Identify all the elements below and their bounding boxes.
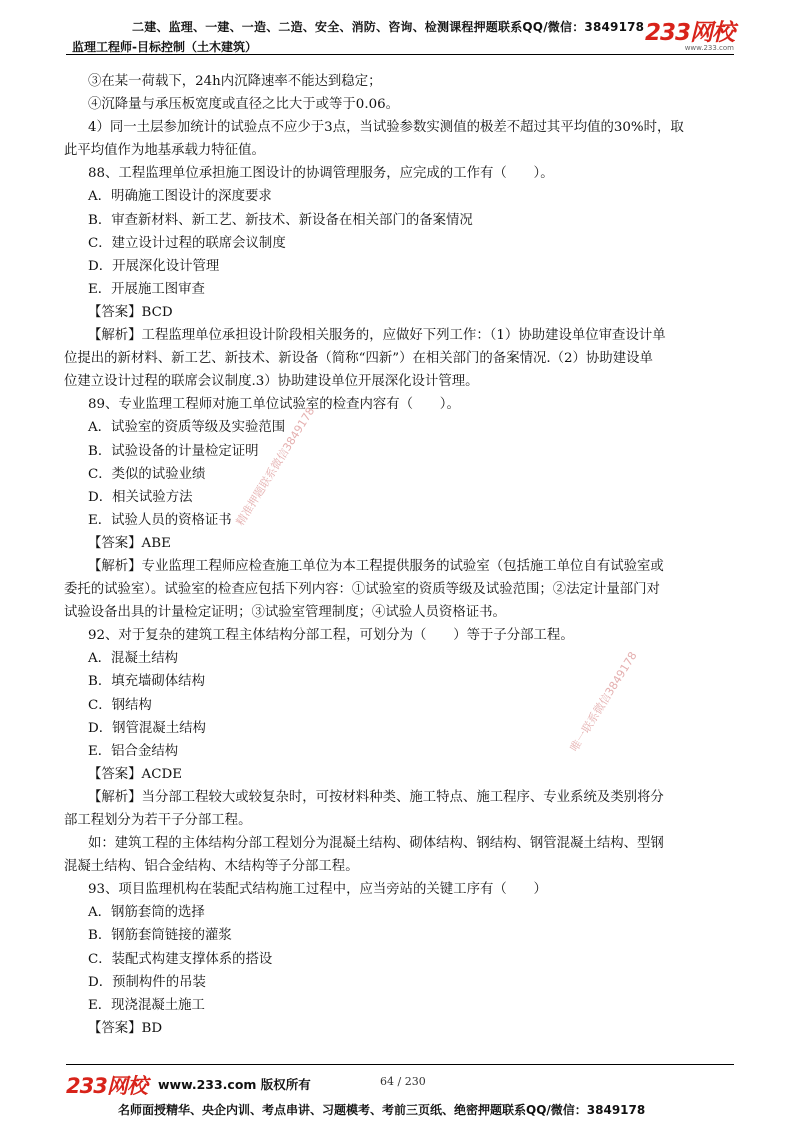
text-line: B．审查新材料、新工艺、新技术、新设备在相关部门的备案情况 [88, 212, 473, 228]
text-line: 试验设备出具的计量检定证明；③试验室管理制度；④试验人员资格证书。 [64, 605, 506, 621]
text-line: 【解析】当分部工程较大或较复杂时，可按材料种类、施工特点、施工程序、专业系统及类别将分 [88, 789, 664, 805]
text-line: E．试验人员的资格证书 [88, 512, 232, 528]
text-line: 【答案】ABE [88, 535, 171, 551]
text-line: 【解析】专业监理工程师应检查施工单位为本工程提供服务的试验室（包括施工单位自有试验室或 [88, 558, 664, 574]
footer-divider [66, 1064, 734, 1065]
header-promo-text: 二建、监理、一建、一造、二造、安全、消防、咨询、检测课程押题联系QQ/微信：3849178 [132, 20, 645, 34]
text-line: 【答案】ACDE [88, 766, 182, 782]
text-line: C．建立设计过程的联席会议制度 [88, 235, 286, 251]
text-line: 93、项目监理机构在装配式结构施工过程中，应当旁站的关键工序有（ ） [88, 882, 547, 898]
header-doc-title: 监理工程师-目标控制（土木建筑） [72, 40, 257, 54]
header-divider [66, 54, 734, 55]
text-line: A．钢筋套筒的选择 [88, 905, 205, 921]
watermark-2: 唯一联系微信3849178 [567, 649, 640, 754]
text-line: E．铝合金结构 [88, 743, 179, 759]
text-line: D．预制构件的吊装 [88, 974, 206, 990]
text-line: D．钢管混凝土结构 [88, 720, 206, 736]
text-line: D．相关试验方法 [88, 489, 193, 505]
text-line: A．试验室的资质等级及实验范围 [88, 420, 286, 436]
footer-promo-text: 名师面授精华、央企内训、考点串讲、习题模考、考前三页纸、绝密押题联系QQ/微信：3849178 [118, 1103, 646, 1117]
text-line: D．开展深化设计管理 [88, 258, 220, 274]
page-number: 64 / 230 [380, 1075, 426, 1088]
footer-logo: 233网校 [66, 1074, 147, 1098]
text-line: ③在某一荷载下，24h内沉降速率不能达到稳定； [88, 74, 382, 89]
text-line: 位提出的新材料、新工艺、新技术、新设备（简称“四新”）在相关部门的备案情况.（2）协助建设单 [64, 351, 653, 367]
brand-logo-url: www.233.com [684, 44, 734, 52]
text-line: 88、工程监理单位承担施工图设计的协调管理服务，应完成的工作有（ ）。 [88, 166, 554, 182]
watermark-1: 精准押题联系微信3849178 [233, 404, 318, 528]
text-line: B．试验设备的计量检定证明 [88, 443, 259, 459]
text-line: B．填充墙砌体结构 [88, 674, 205, 690]
brand-logo-text: 233网校 [645, 20, 735, 46]
text-line: 位建立设计过程的联席会议制度.3）协助建设单位开展深化设计管理。 [64, 374, 479, 390]
text-line: 如：建筑工程的主体结构分部工程划分为混凝土结构、砌体结构、钢结构、钢管混凝土结构、型钢 [88, 836, 664, 852]
text-line: 89、专业监理工程师对施工单位试验室的检查内容有（ ）。 [88, 397, 460, 413]
text-line: C．装配式构建支撑体系的搭设 [88, 951, 273, 967]
text-line: ④沉降量与承压板宽度或直径之比大于或等于0.06。 [88, 97, 400, 113]
text-line: E．现浇混凝土施工 [88, 997, 205, 1013]
text-line: B．钢筋套筒链接的灌浆 [88, 928, 232, 944]
text-line: 4）同一土层参加统计的试验点不应少于3点，当试验参数实测值的极差不超过其平均值的30%时，取 [88, 120, 684, 136]
footer-copyright: www.233.com 版权所有 [158, 1077, 311, 1092]
text-line: 委托的试验室）。试验室的检查应包括下列内容：①试验室的资质等级及试验范围；②法定计量部门对 [64, 582, 660, 598]
text-line: A．混凝土结构 [88, 651, 179, 667]
text-line: 【解析】工程监理单位承担设计阶段相关服务的，应做好下列工作：（1）协助建设单位审查设计单 [88, 328, 666, 344]
text-line: 【答案】BD [88, 1020, 163, 1036]
text-line: 此平均值作为地基承载力特征值。 [64, 143, 265, 159]
text-line: C．类似的试验业绩 [88, 466, 206, 482]
brand-logo [645, 22, 740, 50]
text-line: C．钢结构 [88, 697, 152, 713]
document-body [64, 70, 736, 1040]
text-line: 【答案】BCD [88, 304, 173, 320]
text-line: 混凝土结构、铝合金结构、木结构等子分部工程。 [64, 859, 359, 875]
text-line: E．开展施工图审查 [88, 281, 205, 297]
text-line: 92、对于复杂的建筑工程主体结构分部工程，可划分为（ ）等于子分部工程。 [88, 628, 574, 644]
text-line: 部工程划分为若干子分部工程。 [64, 813, 252, 828]
text-line: A．明确施工图设计的深度要求 [88, 189, 272, 205]
